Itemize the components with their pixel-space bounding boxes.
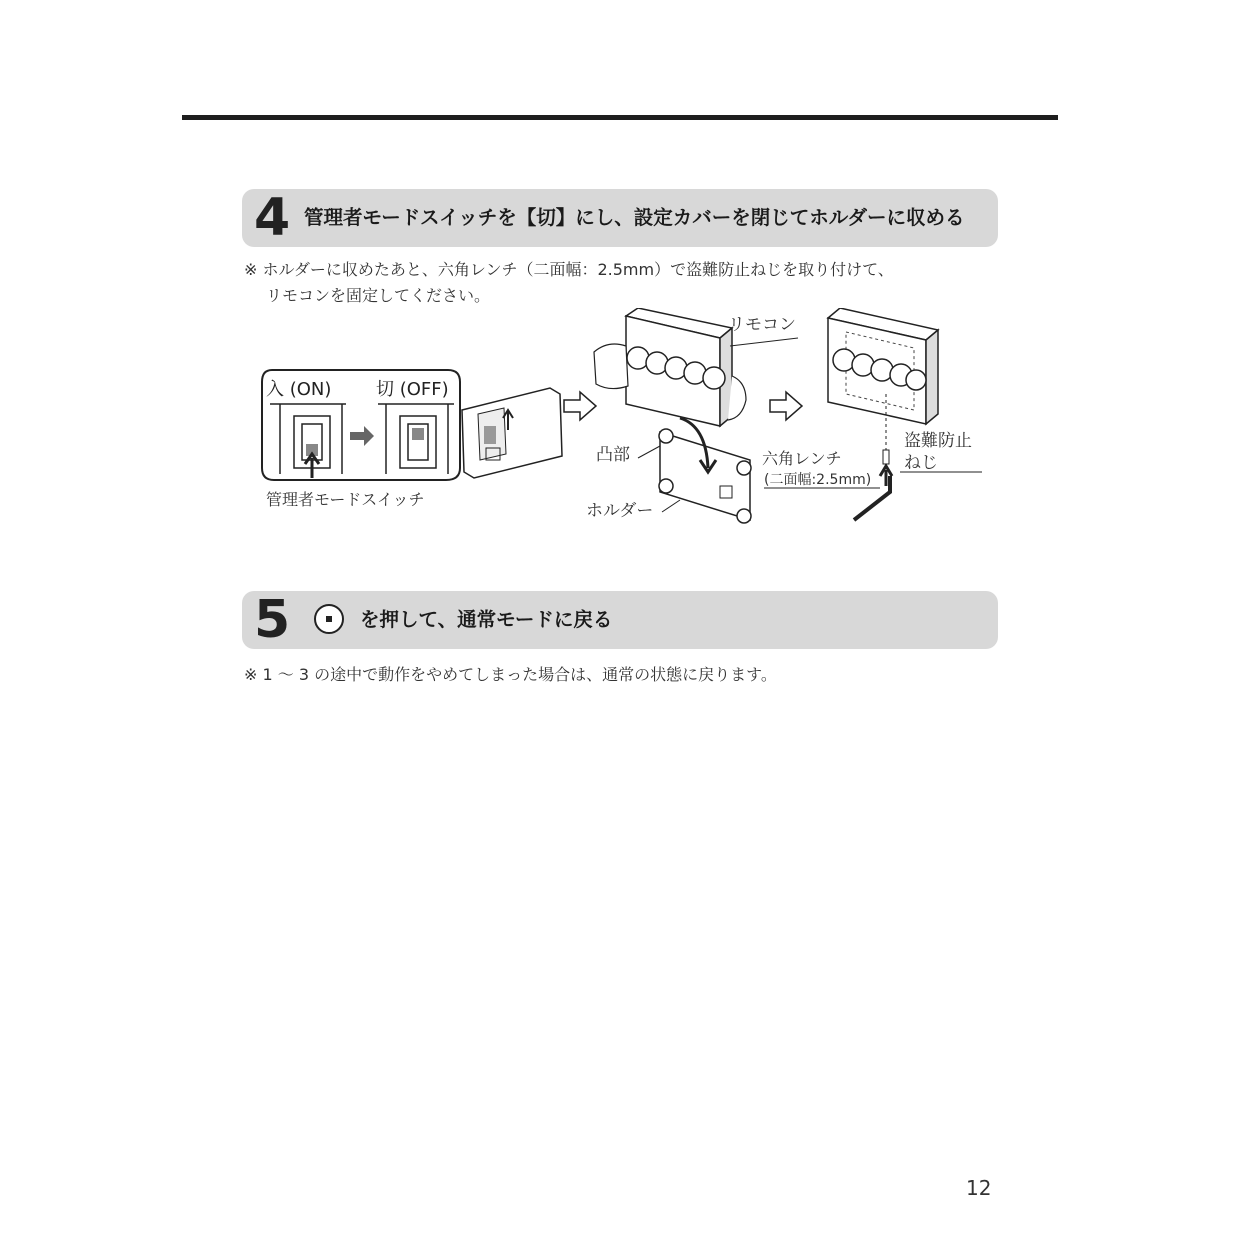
label-screw-1: 盗難防止 (904, 431, 972, 451)
step-5-header (242, 591, 998, 649)
top-rule (182, 115, 1058, 120)
holder-view (586, 418, 751, 523)
step-arrow-2 (770, 392, 802, 420)
installed-remote-view (762, 308, 982, 520)
label-on: 入 (ON) (266, 379, 332, 400)
step-4-number: 4 (254, 188, 291, 248)
remote-front-view (594, 308, 798, 426)
page-number: 12 (966, 1176, 992, 1200)
stop-button-icon (314, 604, 344, 634)
label-wrench-2: (二面幅:2.5mm) (764, 472, 872, 488)
installation-figure (250, 308, 990, 548)
switch-arrow (350, 426, 374, 446)
step-arrow-1 (564, 392, 596, 420)
step-5-title: を押して、通常モードに戻る (360, 608, 613, 631)
switch-off-view (378, 404, 454, 474)
step-4-note (244, 257, 1004, 309)
switch-callout (262, 370, 460, 509)
step-4-note-line1: ※ ホルダーに収めたあと、六角レンチ（二面幅：2.5mm）で盗難防止ねじを取り付けて、 (244, 260, 894, 279)
label-boss: 凸部 (596, 445, 630, 465)
label-wrench-1: 六角レンチ (762, 449, 842, 468)
step-4-note-line2: リモコンを固定してください。 (266, 286, 491, 305)
label-switch: 管理者モードスイッチ (266, 490, 425, 509)
label-off: 切 (OFF) (376, 379, 449, 400)
label-screw-2: ねじ (904, 453, 938, 473)
label-remote: リモコン (728, 315, 796, 335)
step-4-header (242, 189, 998, 247)
remote-back-view (462, 388, 562, 478)
label-holder: ホルダー (586, 501, 654, 521)
step-5-number: 5 (254, 590, 291, 650)
step-5-note: ※ 1 ～ 3 の途中で動作をやめてしまった場合は、通常の状態に戻ります。 (244, 665, 777, 684)
switch-on-view (270, 404, 346, 478)
step-4-title: 管理者モードスイッチを【切】にし、設定カバーを閉じてホルダーに収める (304, 206, 965, 229)
